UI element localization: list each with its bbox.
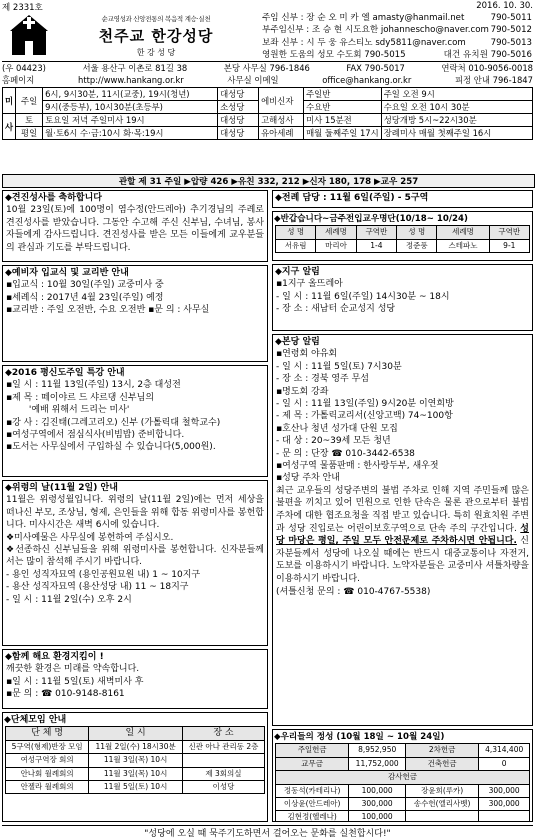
office-email-link[interactable]: office@hankang.or.kr <box>322 75 412 85</box>
table-row: 여성구역장 회의 11월 3일(목) 10시 <box>6 754 265 767</box>
parking-warning: 성당 마당은 평일, 주일 모두 안전문제로 주차하시면 안됩니다. <box>276 523 529 547</box>
mass-row: 미 주일 6시, 9시30분, 11시(교중), 19시(청년) 대성당 에비신자 주일반 주일 오전 9시 <box>3 88 533 101</box>
table-row: 주일헌금 8,952,950 2차헌금 4,314,400 <box>276 744 530 757</box>
mass-row: 평일 월·토6시 수·금:10시 화·목:19시 대성당 유아세례 매월 둘째주일 17시 장례미사 매월 첫째주일 16시 <box>3 127 533 140</box>
mass-row: 사 토 토요일 저녁 주일미사 19시 대성당 고해성사 미사 15분전 성당개방 5시~22시30분 <box>3 114 533 127</box>
church-name: 천주교 한강성당 <box>98 27 214 45</box>
web-line: 홈페이지 http://www.hankang.or.kr 사무실 이메일 office@hankang.or.kr 피정 안내 796-1847 <box>2 75 533 85</box>
table-row: 안나회 월례회의 11월 3일(목) 10시 제 3회의실 <box>6 767 265 780</box>
parish-notice: ◆본당 알림 ▪연령회 야유회 - 일 시 : 11월 5일(토) 7시30분 - 장 소 : 경북 영주 무섬 ▪명도회 강좌 - 일 시 : 11월 13일(주일) 9시20분 이연희방 - 제 목 : 가톨릭교리서(신앙고백) 74~100항 ▪호산나 청년 성가대 단원 모집 - 대 상 : 20~39세 모든 청년 - 문 의 : 단장 ☎ 010-3442-6538 ▪여성구역 물품판매 : 한사랑두부, 새우젓 ▪성당 주차 안내 최근 교우들의 성당주변의 불법 주차로 인해 지역 주민들께 많은 불편을 끼치고 있어 민원으로 인한 단속은 물론 관으로부터 불법주차에 대한 협조요청을 직접 받고 있습니다. 특히 원효치원 주변과 성당 진입로는 어린이보호구역으로 단속 주의 구간입니다. 성당 마당은 평일, 주일 모두 안전문제로 주차하시면 안됩니다. 신자분들께서 성당에 나오실 때에는 반드시 대중교통이나 자전거, 도보를 이용하시기 바랍니다. 노약자분들은 교중미사 셔틀차량을 이용하시기 바랍니다. (셔틀신청 문의 : ☎ 010-4767-5538) <box>272 334 533 726</box>
shuttle-contact: (셔틀신청 문의 : ☎ 010-4767-5538) <box>276 586 431 597</box>
contact-row: 영원한 도움의 성모 수도회 790-5015 대건 유치원 790-5016 <box>262 49 532 60</box>
parish-stats-bar: 관할 제 31 주일 ▶압량 426 ▶유친 332, 212 ▶신자 180, 178 ▶교우 257 <box>2 174 535 188</box>
liturgy-duty: ◆전례 담당 : 11월 6일(주일) - 5구역 <box>272 190 533 208</box>
environment-notice: ◆함께 해요 환경지킴이 ! 깨끗한 환경은 미래를 약속합니다. ▪일 시 : 11월 5일(토) 새벽미사 후 ▪문 의 : ☎ 010-9148-8161 <box>2 649 268 709</box>
contact-row: 부주임신부 : 조 승 현 시도요한 johannescho@naver.com 790-5012 <box>262 25 532 36</box>
group-meetings: ◆단체모임 안내 단 체 명 일 시 장 소 5구역(형제)반장 모임 11월 2일(수) 18시30분 신관 아나 관리동 2층 여성구역장 회의 11월 3일(목) 10시 안나회 월례회의 11월 3일(목) 10시 제 3회의실 안젤라 월례회의 11월 5일(토) 10시 이성당 <box>2 712 268 822</box>
new-members: ◆반갑습니다~금주전입교우명단(10/18~ 10/24) 성 명 세례명 구역반 성 명 세례명 구역반 서유림 마리아 1-4 정준풍 스테파노 9-1 <box>272 211 533 261</box>
address-line: (우 04423) 서울 용산구 이촌로 81길 38 본당 사무실 796-1846 FAX 790-5017 연락처 010-9056-0018 <box>2 63 533 73</box>
clergy-contacts <box>262 12 532 61</box>
church-name-sub: 한 강 성 당 <box>136 48 176 57</box>
footer-motto: "성당에 오실 때 묵주기도하면서 걸어오는 문화를 실천합시다!" <box>2 825 533 839</box>
address-block <box>2 61 533 86</box>
table-row: 이상윤(안드레아) 300,000 송수헌(엘리사벳) 300,000 <box>276 798 530 811</box>
district-notice: ◆지구 알림 ▪1지구 올뜨레아 - 일 시 : 11월 6일(주일) 14시30분 ~ 18시 - 장 소 : 새남터 순교성지 성당 <box>272 264 533 331</box>
masthead-top <box>2 1 533 11</box>
church-title <box>56 14 256 58</box>
issue-date: 2016. 10. 30. <box>476 1 533 11</box>
homepage-link[interactable]: http://www.hankang.or.kr <box>78 75 184 85</box>
mass-row: 9시(중등부), 10시30분(초등부) 소성당 수요반 수요일 오전 10시 30분 <box>3 101 533 114</box>
church-motto: 순교영성과 신앙전통의 복음적 계승·실천 <box>101 15 211 23</box>
new-members-table: 성 명 세례명 구역반 성 명 세례명 구역반 서유림 마리아 1-4 정준풍 스테파노 9-1 <box>275 225 530 253</box>
offering-report: ◆우리들의 정성 (10월 18일 ~ 10월 24일) 주일헌금 8,952,950 2차헌금 4,314,400 교무금 11,752,000 건축헌금 0 감사헌금 정동석(카테리나) 100,000 장윤희(루카) 300,000 이상윤(안드레아) 300,000 송수헌(엘리사벳) 300,000 김현정(헬레나) 100,000 <box>272 729 533 822</box>
table-row: 5구역(형제)반장 모임 11월 2일(수) 18시30분 신관 아나 관리동 2층 <box>6 740 265 753</box>
laity-lecture-notice: ◆2016 평신도주일 특강 안내 ▪일 시 : 11월 13일(주일) 13시, 2층 대성전 ▪제 목 : 떼이야르 드 샤르댕 신부님의 '예배 위해서 드리는 미사' ▪강 사 : 김진태(그레고리오) 신부 (가톨릭대 철학교수) ▪여성구역에서 점심식사(비빔밥) 준비합니다. ▪도서는 사무실에서 구입하실 수 있습니다(5,000원). <box>2 365 268 477</box>
mass-schedule-table <box>2 87 533 140</box>
catechumen-notice: ◆예비자 입교식 및 교리반 안내 ▪입교식 : 10월 30일(주일) 교중미사 중 ▪세례식 : 2017년 4월 23일(주일) 예정 ▪교리반 : 주일 오전반, 수요 오전반 ▪문 의 : 사무실 <box>2 265 268 362</box>
table-row: 정동석(카테리나) 100,000 장윤희(루카) 300,000 <box>276 784 530 797</box>
contact-row: 주임 신부 : 장 순 오 미 카 엘 amasty@hanmail.net 790-5011 <box>262 13 532 23</box>
table-row: 김현정(헬레나) 100,000 <box>276 811 530 822</box>
table-row: 서유림 마리아 1-4 정준풍 스테파노 9-1 <box>276 239 530 252</box>
confirmation-notice: ◆견진성사를 축하합니다 10월 23일(토)에 100명이 염수정(안드레아) 추기경님의 주례로 견진성사를 받았습니다. 그동안 수고해 주신 신부님, 수녀님, 봉사자들에게 감사드립니다. 견진성사를 받은 모든 이들에게 교우분들의 관심과 기도를 부탁드립니다. <box>2 190 268 262</box>
table-row: 교무금 11,752,000 건축헌금 0 <box>276 757 530 770</box>
church-logo-icon <box>4 13 54 57</box>
all-souls-notice: ◆위령의 날(11월 2일) 안내 11월은 위령성월입니다. 위령의 날(11월 2일)에는 먼저 세상을 떠나신 부모, 조상님, 형제, 은인들을 위해 합동 위령미사를 봉헌합니다. 미사시간은 새벽 6시에 있습니다. ❖미사예물은 사무실에 봉헌하여 주십시오. ❖선종하신 신부님들을 위해 위령미사를 봉헌합니다. 신자분들께서는 많이 참석해 주시기 바랍니다. - 용인 성직자묘역 (용인공원묘원 내) 1 ~ 10지구 - 용산 성직자묘역 (용산성당 내) 11 ~ 18지구 - 일 시 : 11월 2일(수) 오후 2시 <box>2 480 268 646</box>
table-row: 안젤라 월례회의 11월 5일(토) 10시 이성당 <box>6 781 265 794</box>
meetings-table: 단 체 명 일 시 장 소 5구역(형제)반장 모임 11월 2일(수) 18시30분 신관 아나 관리동 2층 여성구역장 회의 11월 3일(목) 10시 안나회 월례회의 11월 3일(목) 10시 제 3회의실 안젤라 월례회의 11월 5일(토) 10시 이성당 <box>5 726 265 794</box>
offering-table: 주일헌금 8,952,950 2차헌금 4,314,400 교무금 11,752,000 건축헌금 0 감사헌금 정동석(카테리나) 100,000 장윤희(루카) 300,000 이상윤(안드레아) 300,000 송수헌(엘리사벳) 300,000 김현정(헬레나) 100,000 <box>275 743 530 822</box>
issue-number: 제 2331호 <box>2 3 43 13</box>
contact-row: 보좌 신부 : 시 두 웅 유스티노 sdy5811@naver.com 790-5013 <box>262 37 532 48</box>
